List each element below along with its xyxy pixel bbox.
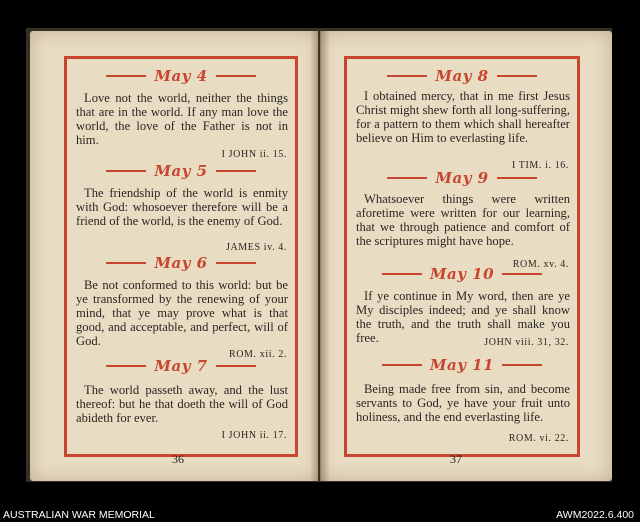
verse-reference: JAMES iv. 4.: [225, 242, 287, 253]
date-heading: May 9: [435, 169, 489, 187]
date-heading: May 4: [154, 67, 208, 85]
right-page-border: [344, 56, 580, 457]
verse-reference: ROM. xii. 2.: [228, 349, 287, 360]
heading-rule-left: [106, 262, 146, 264]
date-heading: May 8: [435, 67, 489, 85]
date-heading: May 5: [154, 162, 208, 180]
entry-heading: [347, 167, 577, 189]
page-number: 37: [450, 452, 462, 466]
heading-rule-right: [497, 75, 537, 77]
heading-rule-right: [216, 75, 256, 77]
heading-rule-left: [382, 364, 422, 366]
heading-rule-left: [106, 75, 146, 77]
date-heading: May 10: [429, 265, 495, 283]
entry-heading: [67, 160, 295, 182]
verse-reference: I JOHN ii. 15.: [221, 149, 287, 160]
verse-text: The world passeth away, and the lust thereof: but he that doeth the will of God abideth for ever.: [76, 383, 288, 425]
entry-heading: [67, 252, 295, 274]
entry-heading: [347, 65, 577, 87]
left-page-border: [64, 56, 298, 457]
heading-rule-right: [216, 170, 256, 172]
right-page: [320, 31, 612, 481]
verse-reference: ROM. xv. 4.: [512, 259, 569, 270]
verse-text: Being made free from sin, and become servants to God, ye have your fruit unto holiness, and the end everlasting life.: [356, 382, 570, 424]
verse-reference: I JOHN ii. 17.: [221, 430, 287, 441]
verse-text: Be not conformed to this world: but be ye transformed by the renewing of your mind, that ye may prove what is that good, and acceptable, and perfect, will of God.: [76, 278, 288, 348]
heading-rule-left: [382, 273, 422, 275]
heading-rule-right: [502, 364, 542, 366]
entry-heading: [67, 65, 295, 87]
heading-rule-left: [106, 170, 146, 172]
heading-rule-right: [497, 177, 537, 179]
verse-text: I obtained mercy, that in me first Jesus Christ might shew forth all long-suffering, for a pattern to them which shall hereafter believe on Him to everlasting life.: [356, 89, 570, 145]
left-page: [30, 31, 318, 481]
heading-rule-left: [387, 75, 427, 77]
heading-rule-right: [216, 365, 256, 367]
verse-reference: JOHN viii. 31, 32.: [484, 337, 569, 348]
verse-text: Love not the world, neither the things that are in the world. If any man love the world, the love of the Father is not in him.: [76, 91, 288, 147]
verse-text: If ye continue in My word, then are ye My disciples indeed; and ye shall know the truth, and the truth shall make you free.: [356, 289, 570, 345]
heading-rule-left: [106, 365, 146, 367]
entry-heading: [347, 263, 577, 285]
heading-rule-right: [216, 262, 256, 264]
entry-heading: [347, 354, 577, 376]
heading-rule-right: [502, 273, 542, 275]
verse-text: Whatsoever things were written aforetime were written for our learning, that we through patience and comfort of the scriptures might have hope.: [356, 192, 570, 248]
entry-heading: [67, 355, 295, 377]
date-heading: May 6: [154, 254, 208, 272]
heading-rule-left: [387, 177, 427, 179]
verse-reference: ROM. vi. 22.: [508, 433, 569, 444]
page-number: 36: [172, 452, 184, 466]
source-caption: AUSTRALIAN WAR MEMORIAL: [3, 509, 155, 521]
accession-number: AWM2022.6.400: [556, 509, 634, 521]
date-heading: May 11: [429, 356, 495, 374]
date-heading: May 7: [154, 357, 208, 375]
verse-reference: I TIM. i. 16.: [511, 160, 569, 171]
verse-text: The friendship of the world is enmity with God: whosoever therefore will be a friend of the world, is the enemy of God.: [76, 186, 288, 228]
book-gutter: [310, 31, 330, 481]
